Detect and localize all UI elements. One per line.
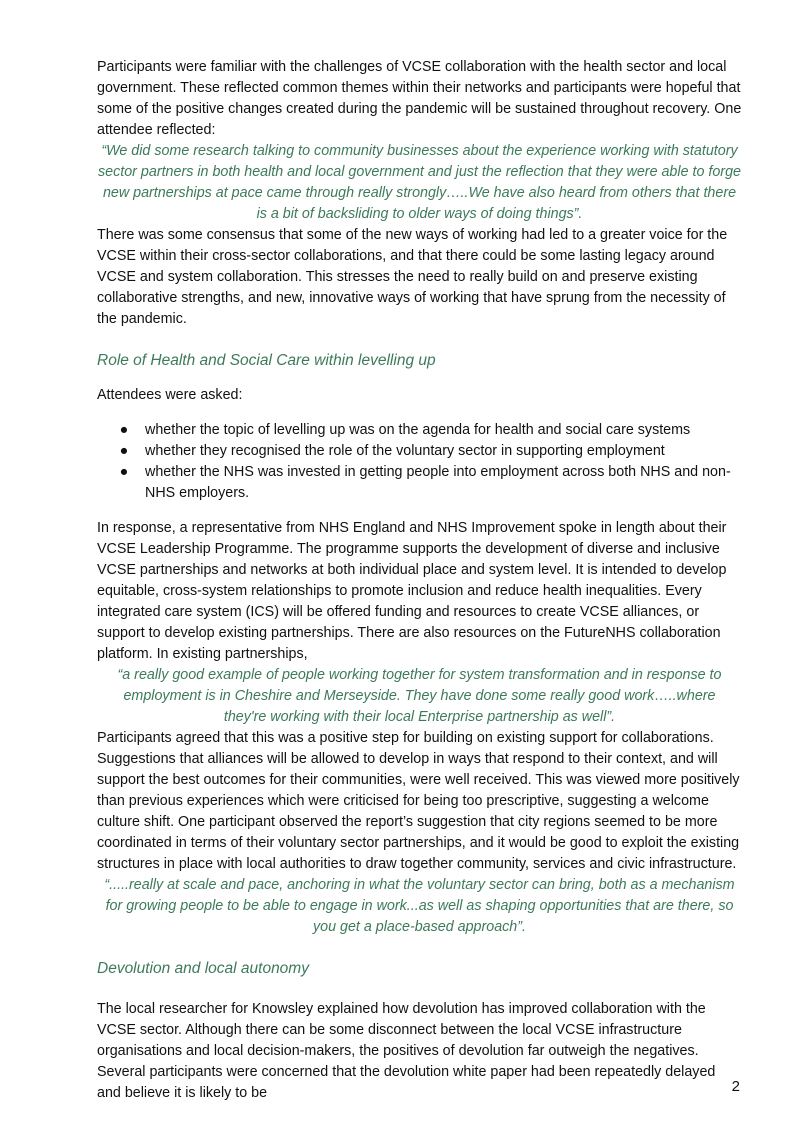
spacer bbox=[97, 979, 742, 999]
bullet-icon: ● bbox=[119, 464, 129, 480]
paragraph-consensus: There was some consensus that some of the new ways of working had led to a greater voice for the VCSE within their cross-sector collaborations, and that there could be some lasting legacy around VCSE and system collaboration. This stresses the need to really build on and preserve existing collaborative strengths, and new, innovative ways of working that have sprung from the necessity of the pandemic. bbox=[97, 227, 728, 327]
spacer bbox=[97, 371, 742, 385]
spacer bbox=[97, 938, 742, 958]
spacer bbox=[97, 406, 742, 420]
question-list bbox=[97, 420, 742, 504]
quote-scale-and-pace: “.....really at scale and pace, anchoring in what the voluntary sector can bring, both as a mechanism for growing people to be able to engage in work...as well as shaping opportunities that are there, so you get a place-based approach”. bbox=[104, 877, 735, 935]
bullet-icon: ● bbox=[119, 422, 129, 438]
bullet-icon: ● bbox=[119, 443, 129, 459]
section-heading-devolution: Devolution and local autonomy bbox=[97, 960, 309, 977]
spacer bbox=[97, 330, 742, 350]
paragraph-attendees-asked: Attendees were asked: bbox=[97, 387, 243, 403]
section-heading-levelling-up: Role of Health and Social Care within levelling up bbox=[97, 352, 436, 369]
quote-community-businesses: “We did some research talking to community businesses about the experience working with statutory sector partners in both health and local government and just the reflection that they were able to forge new partnerships at pace came through really strongly…..We have also heard from others that there is a bit of backsliding to older ways of doing things”. bbox=[98, 143, 741, 222]
paragraph-participants-agreed: Participants agreed that this was a positive step for building on existing support for collaborations. Suggestions that alliances will be allowed to develop in ways that respond to their context, and will support the best outcomes for their communities, were well received. This was viewed more positively than previous experiences which were criticised for being too prescriptive, suggesting a welcome culture shift. One participant observed the report’s suggestion that city regions seemed to be more coordinated in terms of their voluntary sector partnerships, and it would be good to exploit the existing structures in place with local authorities to draw together community, services and civic infrastructure. bbox=[97, 730, 740, 872]
quote-cheshire-merseyside: “a really good example of people working together for system transformation and in response to employment is in Cheshire and Merseyside. They have done some really good work…..where they're working with their local Enterprise partnership as well”. bbox=[117, 667, 722, 725]
page-number: 2 bbox=[731, 1078, 740, 1095]
paragraph-nhs-response: In response, a representative from NHS England and NHS Improvement spoke in length about their VCSE Leadership Programme. The programme supports the development of diverse and inclusive VCSE partnerships and networks at both individual place and system level. It is intended to develop equitable, cross-system relationships to promote inclusion and reduce health inequalities. Every integrated care system (ICS) will be offered funding and resources to create VCSE alliances, or support to develop existing partnerships. There are also resources on the FutureNHS collaboration platform. In existing partnerships, bbox=[97, 520, 727, 662]
document-page bbox=[97, 57, 742, 1104]
list-item-text: whether the NHS was invested in getting people into employment across both NHS and non-NHS employers. bbox=[145, 464, 731, 501]
spacer bbox=[97, 504, 742, 518]
list-item bbox=[97, 441, 742, 462]
paragraph-devolution: The local researcher for Knowsley explained how devolution has improved collaboration with the VCSE sector. Although there can be some disconnect between the local VCSE infrastructure organisations and local decision-makers, the positives of devolution far outweigh the negatives. Several participants were concerned that the devolution white paper had been repeatedly delayed and believe it is likely to be bbox=[97, 1001, 716, 1101]
list-item bbox=[97, 420, 742, 441]
list-item bbox=[97, 462, 742, 504]
list-item-text: whether they recognised the role of the voluntary sector in supporting employment bbox=[145, 443, 665, 459]
list-item-text: whether the topic of levelling up was on the agenda for health and social care systems bbox=[145, 422, 691, 438]
paragraph-intro: Participants were familiar with the challenges of VCSE collaboration with the health sector and local government. These reflected common themes within their networks and participants were hopeful that some of the positive changes created during the pandemic will be sustained throughout recovery. One attendee reflected: bbox=[97, 59, 742, 138]
